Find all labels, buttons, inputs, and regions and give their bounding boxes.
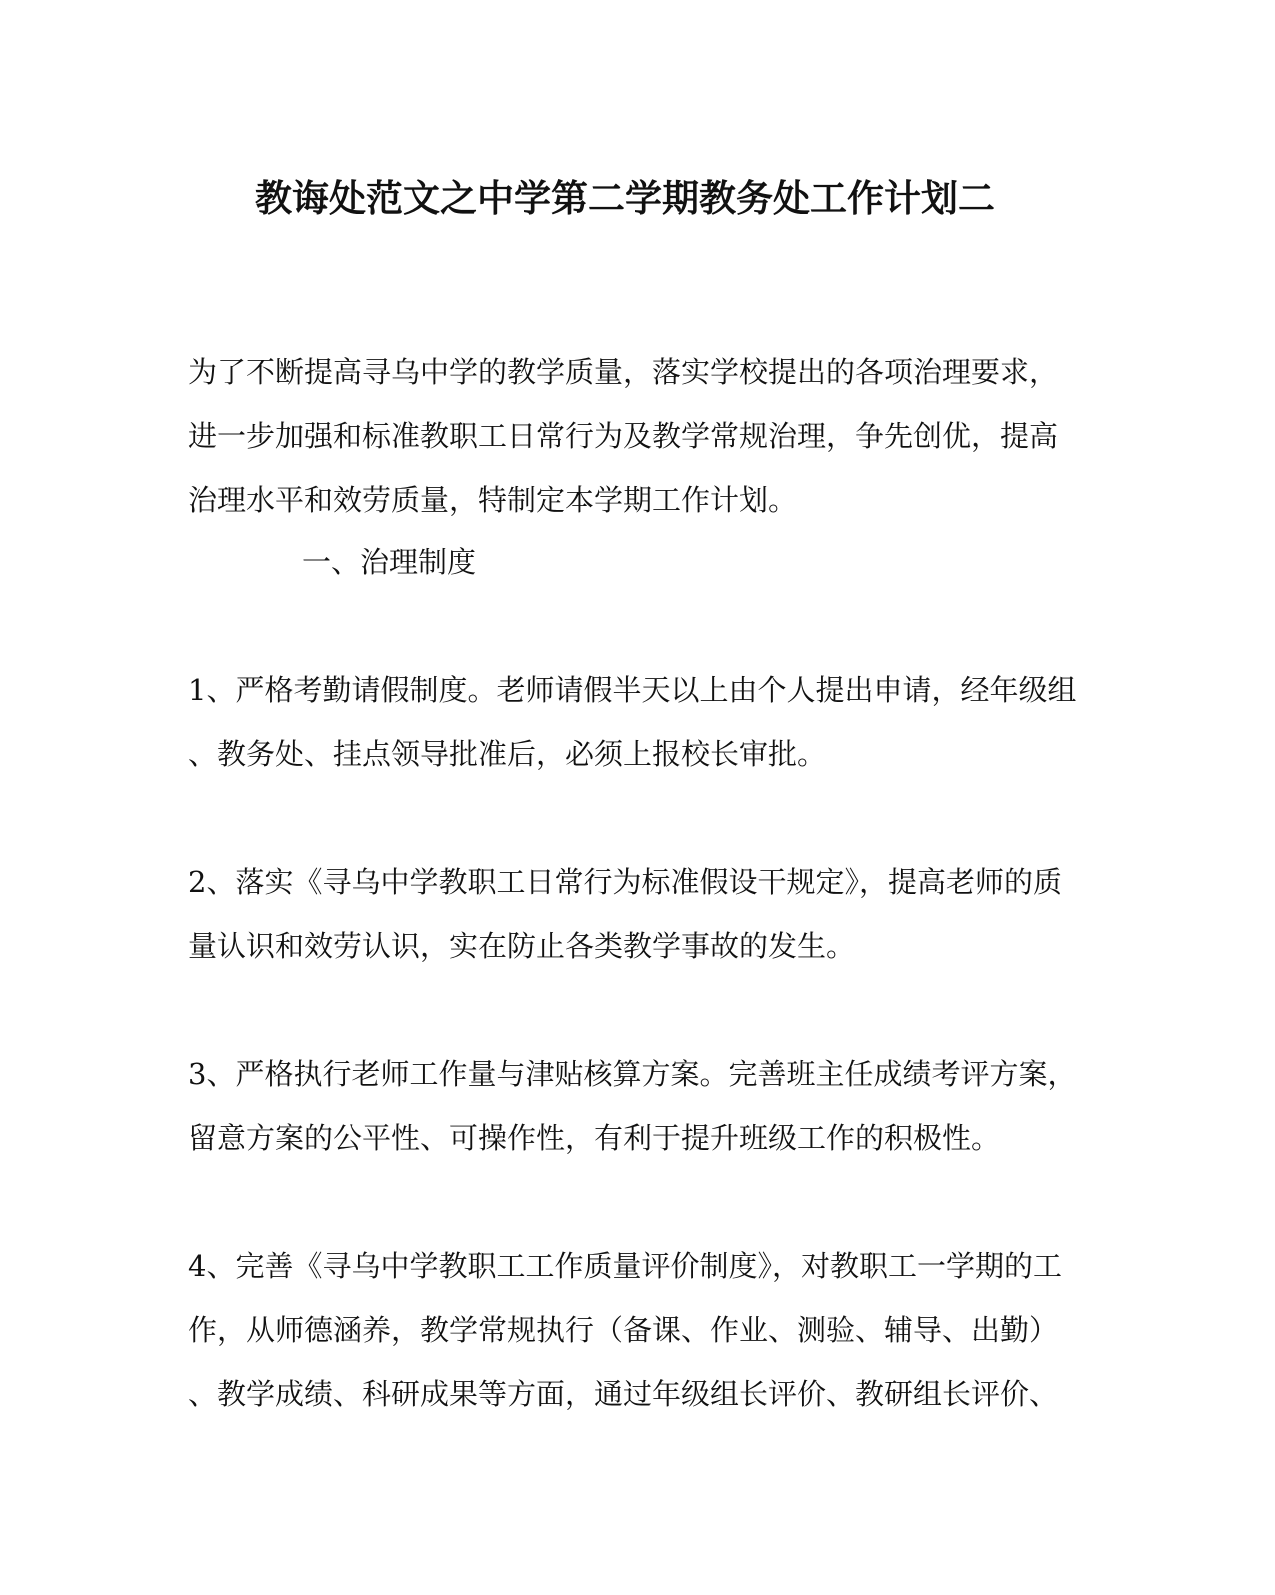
paragraph-line: 作，从师德涵养，教学常规执行（备课、作业、测验、辅导、出勤） (188, 1313, 1059, 1347)
paragraph-line: 3、严格执行老师工作量与津贴核算方案。完善班主任成绩考评方案， (188, 1057, 1077, 1091)
section-heading: 一、治理制度 (302, 545, 477, 579)
paragraph-line: 、教务处、挂点领导批准后，必须上报校长审批。 (188, 737, 827, 771)
paragraph-line: 留意方案的公平性、可操作性，有利于提升班级工作的积极性。 (188, 1121, 1001, 1155)
paragraph-line: 量认识和效劳认识，实在防止各类教学事故的发生。 (188, 929, 856, 963)
paragraph-line: 、教学成绩、科研成果等方面，通过年级组长评价、教研组长评价、 (188, 1377, 1059, 1411)
paragraph-line: 4、完善《寻乌中学教职工工作质量评价制度》，对教职工一学期的工 (188, 1249, 1062, 1283)
document-title: 教诲处范文之中学第二学期教务处工作计划二 (255, 176, 995, 220)
paragraph-line: 1、严格考勤请假制度。老师请假半天以上由个人提出申请，经年级组 (188, 673, 1077, 707)
paragraph-line: 治理水平和效劳质量，特制定本学期工作计划。 (188, 483, 798, 517)
paragraph-line: 为了不断提高寻乌中学的教学质量，落实学校提出的各项治理要求， (188, 355, 1059, 389)
paragraph-line: 进一步加强和标准教职工日常行为及教学常规治理，争先创优，提高 (188, 419, 1059, 453)
paragraph-line: 2、落实《寻乌中学教职工日常行为标准假设干规定》，提高老师的质 (188, 865, 1062, 899)
